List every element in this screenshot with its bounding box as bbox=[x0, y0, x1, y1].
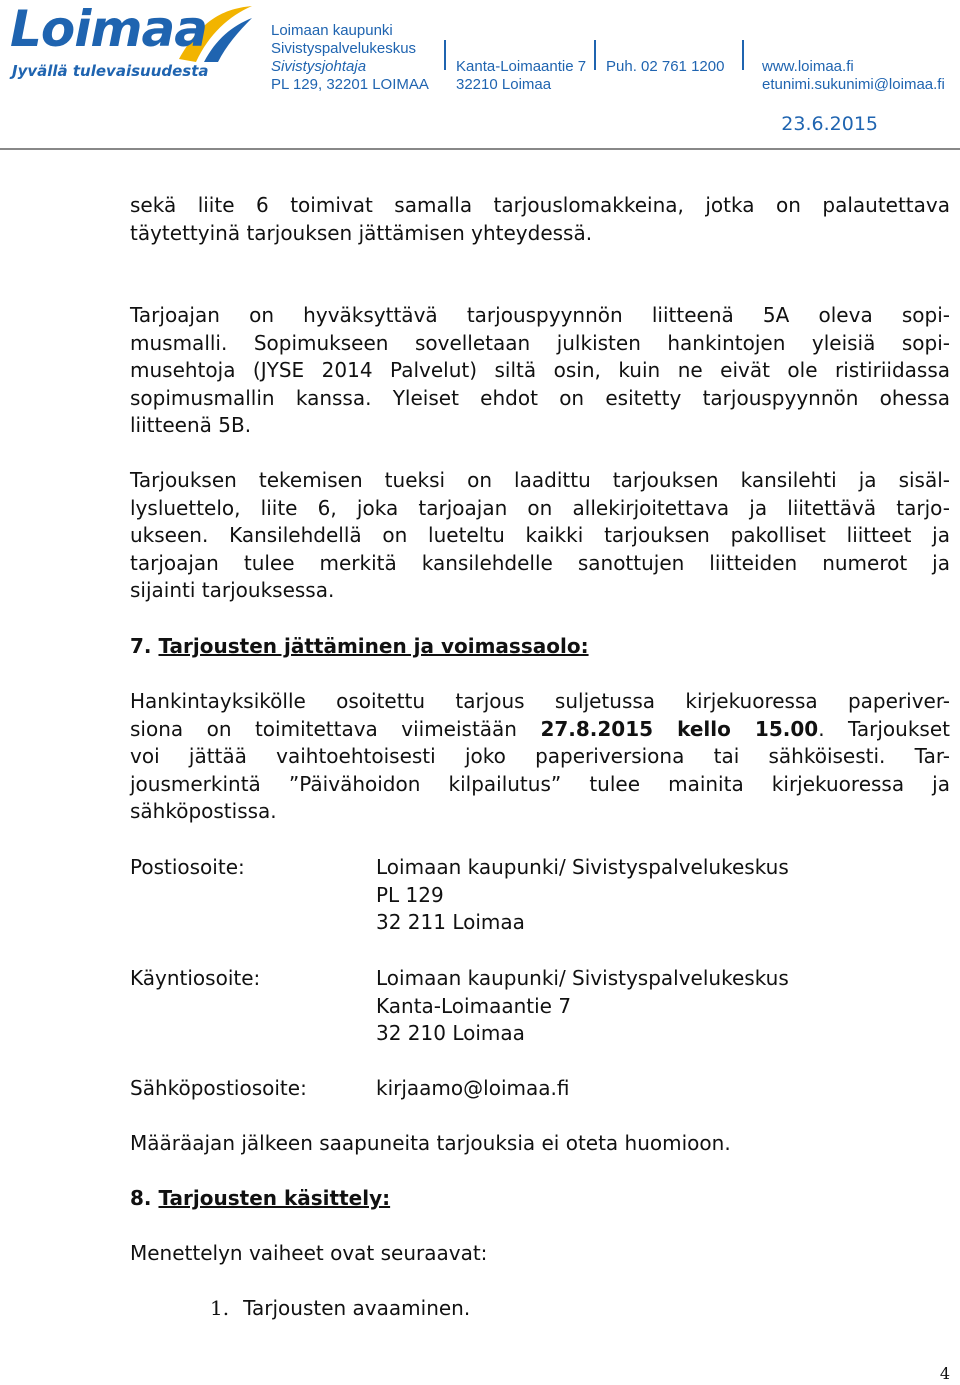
text-segment: . Tarjoukset bbox=[818, 716, 950, 741]
text-line: täytettyinä tarjouksen jättämisen yhteydessä. bbox=[130, 220, 593, 245]
phone: Puh. 02 761 1200 bbox=[606, 58, 725, 75]
text-line: jousmerkintä ”Päivähoidon kilpailutus” tulee mainita kirjekuoressa ja bbox=[130, 771, 950, 796]
web-block bbox=[762, 58, 945, 94]
text-line: tarjoajan tulee merkitä kansilehdelle sanottujen liitteiden numerot ja bbox=[130, 550, 950, 575]
address-line: 32 211 Loimaa bbox=[376, 910, 525, 935]
deadline-datetime: 27.8.2015 kello 15.00 bbox=[540, 716, 819, 741]
text-line: Tarjouksen tekemisen tueksi on laadittu tarjouksen kansilehti ja sisäl- bbox=[130, 468, 950, 492]
text-line: sekä liite 6 toimivat samalla tarjouslomakkeina, jotka on palautettava bbox=[130, 193, 950, 217]
street-address bbox=[456, 58, 586, 94]
logo-tagline: Jyvällä tulevaisuudesta bbox=[12, 62, 209, 80]
postal-city: 32210 Loimaa bbox=[456, 76, 552, 93]
address-line: Loimaan kaupunki/ Sivistyspalvelukeskus bbox=[376, 855, 789, 879]
phone-block bbox=[606, 58, 724, 76]
postal-address bbox=[376, 854, 789, 937]
section-number: 7. bbox=[130, 634, 152, 658]
text-line: musmalli. Sopimukseen sovelletaan julkisten hankintojen yleisiä sopi- bbox=[130, 330, 950, 355]
text-line: Hankintayksikölle osoitettu tarjous suljetussa kirjekuoressa paperiver- bbox=[130, 689, 950, 713]
section-title: Tarjousten käsittely: bbox=[158, 1186, 391, 1210]
sender-address bbox=[271, 22, 429, 94]
section-heading-7 bbox=[130, 634, 589, 658]
paragraph-forms bbox=[130, 192, 950, 247]
text-line: Tarjoajan on hyväksyttävä tarjouspyynnön liitteenä 5A oleva sopi- bbox=[130, 303, 950, 327]
section-title: Tarjousten jättäminen ja voimassaolo: bbox=[158, 634, 589, 658]
postal-address-label: Postiosoite: bbox=[130, 855, 245, 879]
section-number: 8. bbox=[130, 1186, 152, 1210]
text-line: lysluettelo, liite 6, joka tarjoajan on allekirjoitettava ja liitettävä tarjo- bbox=[130, 495, 950, 520]
org-name: Loimaan kaupunki bbox=[271, 22, 393, 39]
paragraph-contract bbox=[130, 302, 950, 440]
deadline-note: Määräajan jälkeen saapuneita tarjouksia ei oteta huomioon. bbox=[130, 1131, 731, 1155]
section-heading-8 bbox=[130, 1186, 390, 1210]
email-address[interactable]: kirjaamo@loimaa.fi bbox=[376, 1076, 570, 1100]
procedure-intro: Menettelyn vaiheet ovat seuraavat: bbox=[130, 1241, 488, 1265]
paragraph-cover-sheet bbox=[130, 467, 950, 605]
text-line: voi jättää vaihtoehtoisesti joko paperiversiona tai sähköisesti. Tar- bbox=[130, 744, 950, 769]
visit-address-label: Käyntiosoite: bbox=[130, 966, 261, 990]
email-address-label: Sähköpostiosoite: bbox=[130, 1076, 307, 1100]
header-divider bbox=[742, 40, 744, 70]
text-line: sopimusmallin kanssa. Yleiset ehdot on esitetty tarjouspyynnön ohessa bbox=[130, 385, 950, 410]
street: Kanta-Loimaantie 7 bbox=[456, 58, 587, 75]
address-line: 32 210 Loimaa bbox=[376, 1021, 525, 1046]
list-item bbox=[210, 1296, 470, 1320]
paragraph-submission bbox=[130, 688, 950, 826]
visit-address bbox=[376, 965, 789, 1048]
address-line: Loimaan kaupunki/ Sivistyspalvelukeskus bbox=[376, 966, 789, 990]
text-line bbox=[130, 716, 950, 744]
text-line: musehtoja (JYSE 2014 Palvelut) siltä osin, kuin ne eivät ole ristiriidassa bbox=[130, 358, 950, 383]
logo-wordmark: Loimaa bbox=[10, 0, 207, 58]
address-line: PL 129 bbox=[376, 882, 444, 907]
text-line: liitteenä 5B. bbox=[130, 413, 252, 438]
text-line: sijainti tarjouksessa. bbox=[130, 578, 335, 603]
text-line: sähköpostissa. bbox=[130, 799, 277, 824]
po-box: PL 129, 32201 LOIMAA bbox=[271, 76, 429, 93]
text-segment: siona on toimitettava viimeistään bbox=[130, 716, 541, 741]
header-divider bbox=[594, 40, 596, 70]
sender-title: Sivistysjohtaja bbox=[271, 58, 367, 75]
header-divider bbox=[444, 40, 446, 70]
email-link[interactable]: etunimi.sukunimi@loimaa.fi bbox=[762, 76, 945, 93]
loimaa-logo bbox=[4, 0, 254, 84]
document-date: 23.6.2015 bbox=[781, 113, 878, 135]
dept-name: Sivistyspalvelukeskus bbox=[271, 40, 417, 57]
address-line: Kanta-Loimaantie 7 bbox=[376, 993, 572, 1018]
letterhead bbox=[0, 0, 960, 150]
text-line: ukseen. Kansilehdellä on lueteltu kaikki tarjouksen pakolliset liitteet ja bbox=[130, 523, 950, 548]
page-number: 4 bbox=[939, 1364, 950, 1383]
header-rule bbox=[0, 148, 960, 150]
list-text: Tarjousten avaaminen. bbox=[243, 1296, 471, 1320]
list-number: 1. bbox=[210, 1296, 230, 1320]
website-link[interactable]: www.loimaa.fi bbox=[762, 58, 854, 75]
